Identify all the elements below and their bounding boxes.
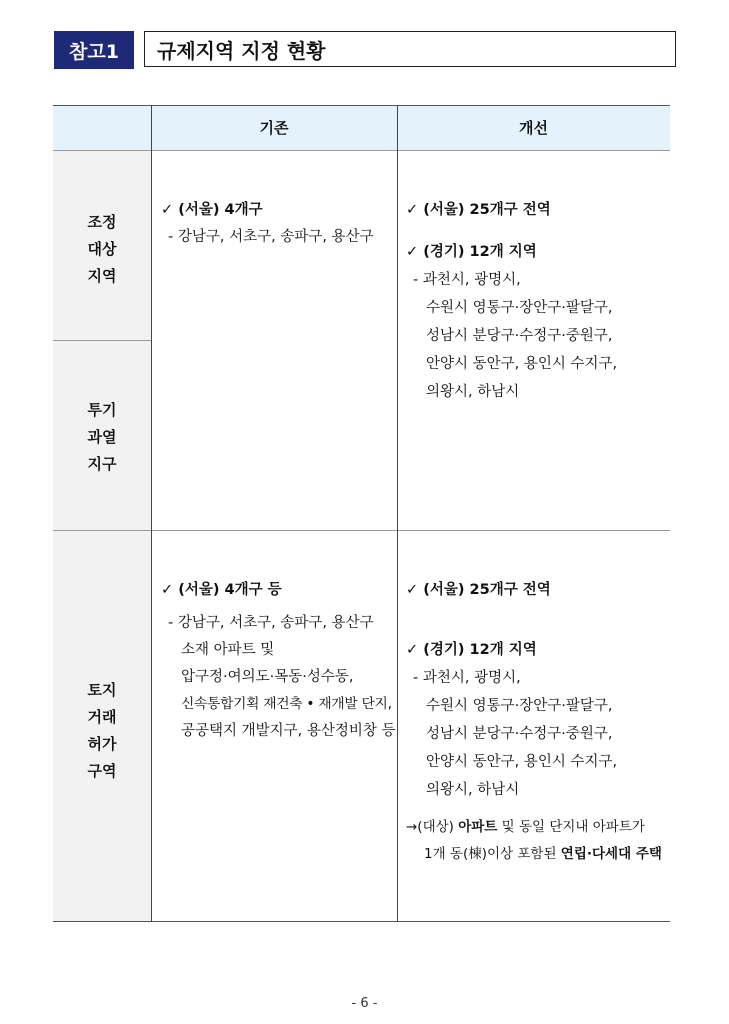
- page-title: 규제지역 지정 현황: [144, 31, 676, 67]
- column-header-after: 개선: [519, 119, 548, 137]
- regulation-table: [53, 105, 670, 922]
- row-divider: [53, 530, 670, 531]
- reference-tag: 참고1: [54, 31, 134, 69]
- column-divider-2: [397, 105, 398, 922]
- target-note: →(대상) 아파트 및 동일 단지내 아파트가 1개 동(棟)이상 포함된 연립·다세대 주택: [406, 819, 662, 862]
- row-label-adjustment-area: 조정 대상 지역: [87, 213, 117, 285]
- table-bottom-border: [53, 921, 670, 922]
- header-divider: [53, 150, 670, 151]
- label-divider: [53, 340, 151, 341]
- page-header: [54, 31, 676, 69]
- row-label-speculation-zone: 투기 과열 지구: [87, 401, 117, 473]
- page-number: - 6 -: [351, 996, 378, 1011]
- table-top-border: [53, 105, 670, 106]
- before-block-2: ✓ (서울) 4개구 등 - 강남구, 서초구, 송파구, 용산구 소재 아파트 및 압구정·여의도·목동·성수동, 신속통합기획 재건축 • 재개발 단지, 공공택지 개발지구, 용산정비창 등: [161, 582, 396, 739]
- row-label-land-permit-zone: 토지 거래 허가 구역: [87, 681, 117, 780]
- after-block-2: ✓ (서울) 25개구 전역 ✓ (경기) 12개 지역 - 과천시, 광명시, 수원시 영통구·장안구·팔달구, 성남시 분당구·수정구·중원구, 안양시 동안구, 용인시 수지구, 의왕시, 하남시 →(대상) 아파트 및 동일 단지내 아파트가 1개 동(棟)이상 포함된 연립·다세대 주택: [406, 577, 668, 868]
- after-block-1: ✓ (서울) 25개구 전역 ✓ (경기) 12개 지역 - 과천시, 광명시, 수원시 영통구·장안구·팔달구, 성남시 분당구·수정구·중원구, 안양시 동안구, 용인시 수지구, 의왕시, 하남시: [406, 202, 618, 400]
- column-header-before: 기존: [259, 119, 289, 137]
- column-divider-1: [151, 105, 152, 922]
- before-block-1: ✓ (서울) 4개구 - 강남구, 서초구, 송파구, 용산구: [161, 202, 374, 245]
